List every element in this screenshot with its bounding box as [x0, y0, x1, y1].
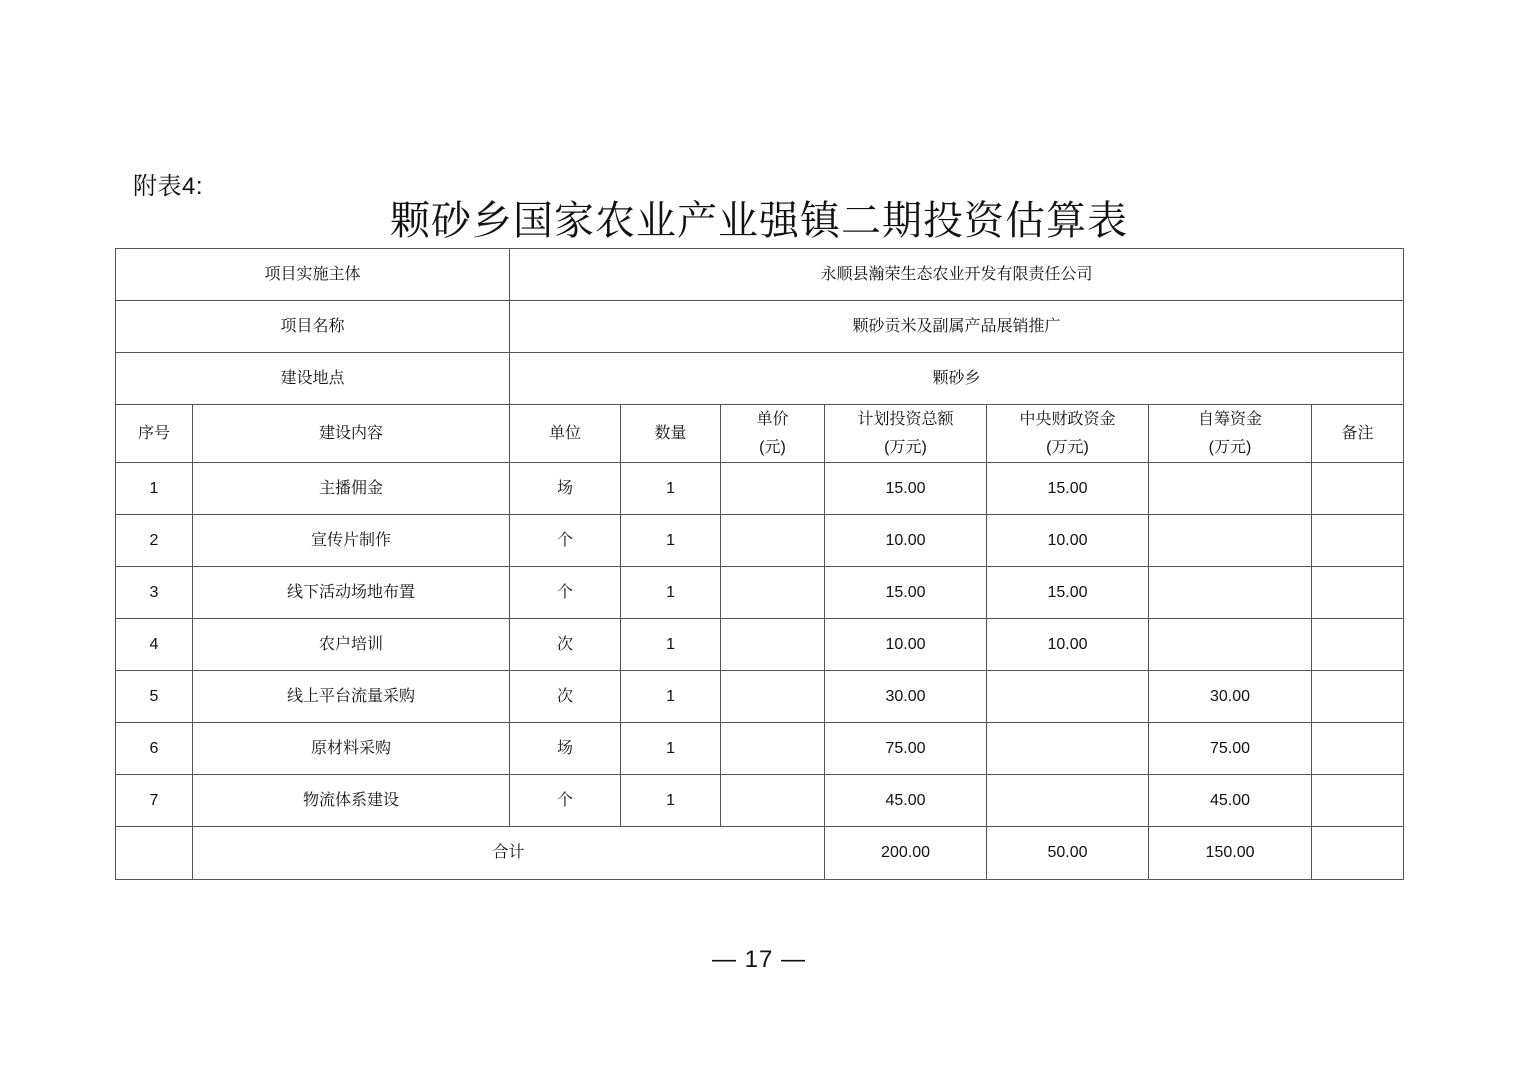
- cell-content: 物流体系建设: [193, 775, 510, 827]
- implementer-value: 永顺县瀚荣生态农业开发有限责任公司: [510, 249, 1404, 301]
- header-remarks: 备注: [1312, 405, 1404, 463]
- cell-seq: 6: [116, 723, 193, 775]
- cell-quantity: 1: [621, 463, 721, 515]
- cell-remarks: [1312, 567, 1404, 619]
- cell-quantity: 1: [621, 567, 721, 619]
- cell-unit-price: [721, 567, 825, 619]
- cell-unit: 场: [510, 723, 621, 775]
- cell-seq: 1: [116, 463, 193, 515]
- cell-unit-price: [721, 463, 825, 515]
- cell-unit-price: [721, 671, 825, 723]
- header-unit-price-label: 单价: [756, 410, 789, 428]
- cell-quantity: 1: [621, 515, 721, 567]
- header-unit-price-unit: (元): [759, 438, 786, 456]
- header-central-fund-label: 中央财政资金: [1019, 410, 1116, 428]
- investment-estimate-table: [115, 248, 1404, 880]
- table-row: [116, 619, 1404, 671]
- cell-unit-price: [721, 515, 825, 567]
- header-seq: 序号: [116, 405, 193, 463]
- header-central-fund: [987, 405, 1149, 463]
- cell-unit-price: [721, 723, 825, 775]
- cell-quantity: 1: [621, 619, 721, 671]
- cell-central-fund: 15.00: [987, 463, 1149, 515]
- cell-central-fund: [987, 671, 1149, 723]
- cell-remarks: [1312, 775, 1404, 827]
- location-label: 建设地点: [116, 353, 510, 405]
- total-seq-cell: [116, 827, 193, 880]
- header-planned-total-label: 计划投资总额: [857, 410, 954, 428]
- cell-self-fund: [1149, 567, 1312, 619]
- cell-remarks: [1312, 671, 1404, 723]
- cell-planned-total: 15.00: [825, 567, 987, 619]
- header-unit-price: [721, 405, 825, 463]
- cell-content: 农户培训: [193, 619, 510, 671]
- cell-self-fund: 75.00: [1149, 723, 1312, 775]
- project-name-value: 颗砂贡米及副属产品展销推广: [510, 301, 1404, 353]
- header-self-fund-unit: (万元): [1208, 438, 1252, 456]
- cell-quantity: 1: [621, 723, 721, 775]
- cell-quantity: 1: [621, 671, 721, 723]
- header-planned-total-unit: (万元): [884, 438, 927, 456]
- cell-seq: 4: [116, 619, 193, 671]
- table-row: [116, 515, 1404, 567]
- cell-planned-total: 75.00: [825, 723, 987, 775]
- cell-remarks: [1312, 515, 1404, 567]
- cell-unit: 个: [510, 775, 621, 827]
- header-unit: 单位: [510, 405, 621, 463]
- cell-seq: 5: [116, 671, 193, 723]
- cell-content: 线下活动场地布置: [193, 567, 510, 619]
- header-planned-total: [825, 405, 987, 463]
- cell-planned-total: 45.00: [825, 775, 987, 827]
- cell-central-fund: [987, 775, 1149, 827]
- location-value: 颗砂乡: [510, 353, 1404, 405]
- cell-remarks: [1312, 723, 1404, 775]
- cell-content: 原材料采购: [193, 723, 510, 775]
- project-name-label: 项目名称: [116, 301, 510, 353]
- page-number: — 17 —: [711, 946, 807, 973]
- header-self-fund: [1149, 405, 1312, 463]
- cell-content: 主播佣金: [193, 463, 510, 515]
- cell-unit-price: [721, 619, 825, 671]
- cell-central-fund: [987, 723, 1149, 775]
- cell-planned-total: 15.00: [825, 463, 987, 515]
- cell-content: 宣传片制作: [193, 515, 510, 567]
- header-content: 建设内容: [193, 405, 510, 463]
- cell-self-fund: 30.00: [1149, 671, 1312, 723]
- page-title: 颗砂乡国家农业产业强镇二期投资估算表: [390, 199, 1128, 243]
- table-row: [116, 723, 1404, 775]
- total-planned: 200.00: [825, 827, 987, 880]
- cell-quantity: 1: [621, 775, 721, 827]
- cell-self-fund: [1149, 463, 1312, 515]
- total-self-fund: 150.00: [1149, 827, 1312, 880]
- total-central-fund: 50.00: [987, 827, 1149, 880]
- cell-unit: 次: [510, 671, 621, 723]
- table-row: [116, 463, 1404, 515]
- cell-central-fund: 10.00: [987, 619, 1149, 671]
- cell-unit: 次: [510, 619, 621, 671]
- total-label: 合计: [193, 827, 825, 880]
- location-row: [116, 353, 1404, 405]
- cell-planned-total: 10.00: [825, 619, 987, 671]
- cell-remarks: [1312, 619, 1404, 671]
- cell-unit-price: [721, 775, 825, 827]
- implementer-label: 项目实施主体: [116, 249, 510, 301]
- cell-planned-total: 10.00: [825, 515, 987, 567]
- cell-remarks: [1312, 463, 1404, 515]
- cell-unit: 个: [510, 567, 621, 619]
- table-row: [116, 671, 1404, 723]
- cell-self-fund: [1149, 515, 1312, 567]
- appendix-label: 附表4:: [133, 173, 204, 200]
- total-row: [116, 827, 1404, 880]
- cell-unit: 场: [510, 463, 621, 515]
- header-central-fund-unit: (万元): [1046, 438, 1089, 456]
- cell-self-fund: 45.00: [1149, 775, 1312, 827]
- table-header-row: [116, 405, 1404, 463]
- project-name-row: [116, 301, 1404, 353]
- cell-unit: 个: [510, 515, 621, 567]
- cell-self-fund: [1149, 619, 1312, 671]
- implementer-row: [116, 249, 1404, 301]
- cell-central-fund: 10.00: [987, 515, 1149, 567]
- header-quantity: 数量: [621, 405, 721, 463]
- cell-seq: 7: [116, 775, 193, 827]
- header-self-fund-label: 自筹资金: [1198, 410, 1263, 428]
- cell-seq: 3: [116, 567, 193, 619]
- total-remarks-cell: [1312, 827, 1404, 880]
- table-row: [116, 775, 1404, 827]
- cell-seq: 2: [116, 515, 193, 567]
- table-row: [116, 567, 1404, 619]
- cell-planned-total: 30.00: [825, 671, 987, 723]
- cell-central-fund: 15.00: [987, 567, 1149, 619]
- cell-content: 线上平台流量采购: [193, 671, 510, 723]
